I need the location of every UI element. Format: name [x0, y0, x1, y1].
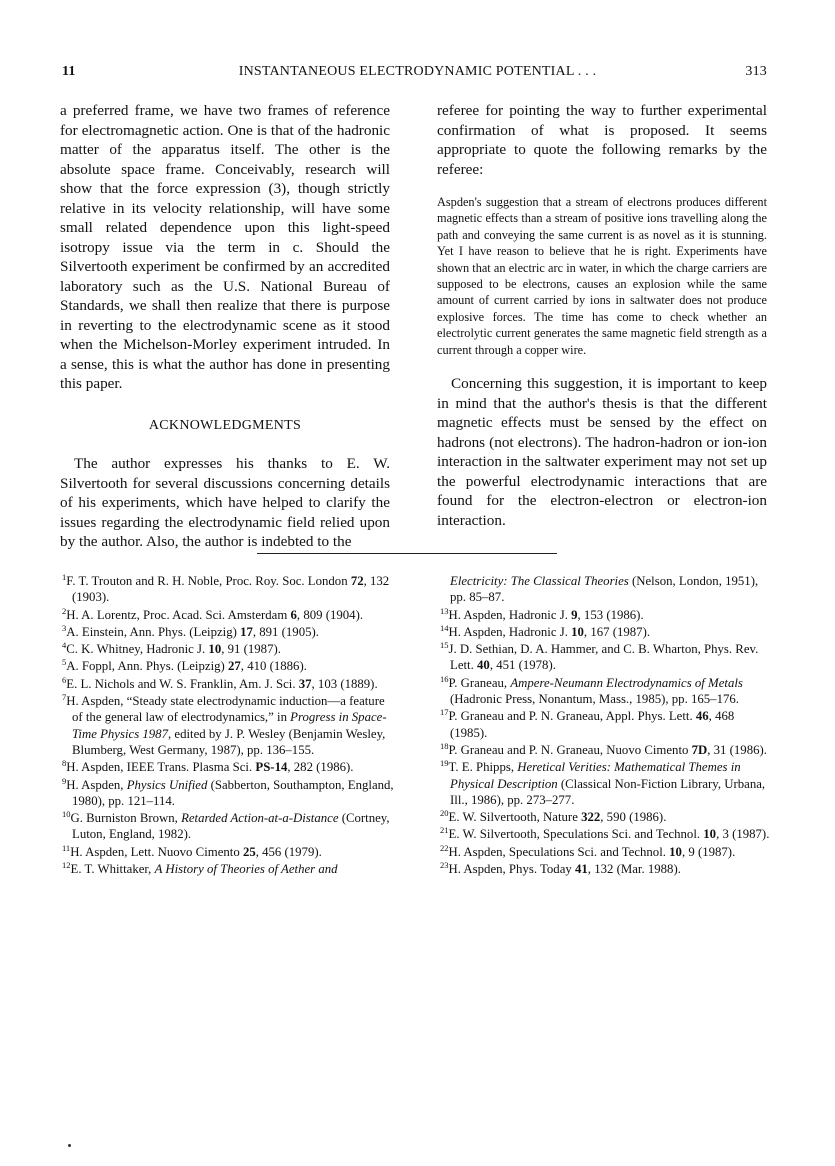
reference-item	[62, 676, 396, 692]
reference-text: (Cortney, Luton, England, 1982).	[72, 811, 390, 842]
reference-number: 23	[440, 860, 449, 871]
reference-number: 21	[440, 825, 449, 836]
left-text-column	[60, 101, 390, 552]
journal-volume-number: 11	[62, 64, 76, 79]
reference-text: , edited by J. P. Wesley (Benjamin Wesley, Blumberg, West Germany, 1987), pp. 136–155.	[72, 726, 386, 757]
reference-text: , 410 (1886).	[240, 659, 307, 674]
reference-text: T. E. Phipps,	[448, 760, 518, 775]
reference-text: H. A. Lorentz, Proc. Acad. Sci. Amsterdam	[66, 607, 291, 622]
reference-text: , 590 (1986).	[600, 810, 667, 825]
reference-text: 46	[695, 709, 709, 724]
reference-number: 5	[62, 657, 67, 668]
discussion-paragraph: Concerning this suggestion, it is important to keep in mind that the author's thesis is that the different magnetic effects must be sensed by the effect on hadrons (not electrons). The hadron-hadron or ion-ion interaction in the saltwater experiment may not set up the powerful electrodynamic interactions that are found for the electron-electron or electron-ion interaction.	[437, 375, 767, 529]
reference-text: (Sabberton, Southampton, England, 1980), pp. 121–114.	[72, 777, 394, 808]
reference-text: , 891 (1905).	[252, 624, 319, 639]
reference-text: 37	[298, 676, 312, 691]
reference-text: , 468 (1985).	[450, 709, 735, 740]
reference-item	[62, 810, 396, 843]
acknowledgments-paragraph: The author expresses his thanks to E. W. Silvertooth for several discussions concerning details of his experiments, which have helped to clarify the issues regarding the electrodynamic field relied upon by the author. Also, the author is indebted to the	[60, 455, 390, 550]
reference-number: 4	[62, 640, 67, 651]
reference-item	[62, 658, 396, 674]
acknowledgments-heading: ACKNOWLEDGMENTS	[148, 417, 302, 433]
reference-number: 6	[62, 674, 67, 685]
reference-text: , 9 (1987).	[681, 844, 736, 859]
reference-text: 10	[571, 624, 584, 639]
reference-text: C. K. Whitney, Hadronic J.	[66, 642, 209, 657]
reference-number: 10	[62, 809, 71, 820]
reference-text: , 91 (1987).	[221, 642, 281, 657]
reference-text: (Classical Non-Fiction Library, Urbana, Ill., 1986), pp. 273–277.	[450, 776, 766, 807]
reference-text: H. Aspden, IEEE Trans. Plasma Sci.	[66, 760, 256, 775]
reference-text: Physics Unified	[126, 777, 208, 792]
reference-text: H. Aspden, Phys. Today	[448, 862, 575, 877]
reference-item	[62, 777, 396, 810]
reference-text: 10	[669, 844, 682, 859]
reference-number: 18	[440, 740, 449, 751]
reference-item	[62, 693, 396, 758]
footnote-divider	[257, 553, 557, 554]
reference-text: , 31 (1986).	[707, 742, 767, 757]
reference-text: 41	[575, 862, 588, 877]
reference-text: , 103 (1889).	[311, 676, 378, 691]
reference-item	[62, 607, 396, 623]
reference-text: P. Graneau and P. N. Graneau, Appl. Phys. Lett.	[448, 709, 696, 724]
reference-text: G. Burniston Brown,	[70, 811, 182, 826]
reference-text: Electricity: The Classical Theories	[450, 574, 629, 588]
scan-speck	[68, 1144, 71, 1147]
reference-item	[440, 675, 774, 708]
reference-item	[440, 641, 774, 674]
reference-text: 9	[571, 607, 578, 622]
reference-text: (Hadronic Press, Nonantum, Mass., 1985), pp. 165–176.	[450, 692, 739, 707]
reference-text: Progress in Space-Time Physics 1987	[72, 710, 387, 741]
reference-text: A History of Theories of Aether and	[154, 862, 338, 877]
reference-item	[440, 742, 774, 758]
acknowledgments-continuation: referee for pointing the way to further experimental confirmation of what is proposed. It seems appropriate to quote the following remarks by the referee:	[437, 102, 767, 178]
reference-text: 17	[240, 624, 253, 639]
reference-text: , 282 (1986).	[287, 760, 354, 775]
reference-text: 322	[581, 810, 601, 825]
reference-text: E. W. Silvertooth, Speculations Sci. and Technol.	[448, 827, 704, 842]
reference-text: A. Foppl, Ann. Phys. (Leipzig)	[66, 659, 228, 674]
reference-text: , 456 (1979).	[255, 844, 322, 859]
referee-quote: Aspden's suggestion that a stream of electrons produces different magnetic effects than a stream of positive ions travelling along the path and conveying the same current is as novel as it is stunning. Yet I have reason to believe that he is right. Experiments have shown that an electric arc in water, in which the charge carriers are supposed to be electrons, causes an explosion while the same amount of current carried by ions in saltwater does not produce explosive forces. The time has come to check whether an electrolytic current generates the same magnetic field strength as a current through a copper wire.	[437, 195, 767, 357]
reference-number: 22	[440, 842, 449, 853]
reference-text: F. T. Trouton and R. H. Noble, Proc. Roy. Soc. London	[66, 574, 351, 588]
reference-text: H. Aspden, Lett. Nuovo Cimento	[70, 844, 243, 859]
running-title: INSTANTANEOUS ELECTRODYNAMIC POTENTIAL . . .	[238, 64, 597, 79]
reference-item	[62, 573, 396, 606]
reference-text: , 132 (Mar. 1988).	[587, 862, 681, 877]
reference-item	[440, 624, 774, 640]
reference-text: 6	[290, 607, 297, 622]
reference-number: 15	[440, 640, 449, 651]
reference-text: P. Graneau,	[448, 675, 511, 690]
reference-text: , 167 (1987).	[583, 624, 651, 639]
reference-text: Retarded Action-at-a-Distance	[181, 811, 339, 826]
reference-number: 13	[440, 605, 449, 616]
references-left-column	[62, 573, 396, 878]
reference-text: 72	[350, 574, 364, 588]
reference-number: 16	[440, 673, 449, 684]
reference-item	[440, 844, 774, 860]
reference-number: 19	[440, 758, 449, 769]
page-number: 313	[745, 64, 767, 79]
reference-text: 25	[242, 844, 256, 859]
reference-text: , 3 (1987).	[716, 827, 770, 842]
reference-text: PS-14	[255, 760, 288, 775]
reference-item	[440, 607, 774, 623]
reference-text: H. Aspden,	[66, 777, 127, 792]
reference-text: E. T. Whittaker,	[70, 862, 155, 877]
reference-text: 10	[703, 827, 717, 842]
reference-text: H. Aspden, Hadronic J.	[448, 624, 572, 639]
reference-item	[62, 861, 396, 877]
reference-number: 11	[62, 842, 71, 853]
reference-number: 17	[440, 707, 449, 718]
reference-number: 2	[62, 605, 67, 616]
reference-text: , 451 (1978).	[489, 658, 556, 673]
reference-item	[62, 641, 396, 657]
reference-item	[440, 826, 774, 842]
reference-item	[440, 708, 774, 741]
reference-item	[440, 573, 774, 606]
reference-number: 1	[62, 572, 67, 582]
reference-text: J. D. Sethian, D. A. Hammer, and C. B. Wharton, Phys. Rev. Lett.	[448, 642, 759, 673]
reference-text: P. Graneau and P. N. Graneau, Nuovo Cimento	[448, 742, 692, 757]
reference-text: Ampere-Neumann Electrodynamics of Metals	[510, 675, 743, 690]
right-text-column	[437, 101, 767, 530]
reference-item	[440, 759, 774, 808]
reference-number: 12	[62, 860, 71, 871]
reference-item	[440, 809, 774, 825]
reference-number: 9	[62, 775, 67, 786]
reference-text: 40	[477, 658, 490, 673]
reference-number: 20	[440, 808, 449, 819]
reference-text: , 809 (1904).	[296, 607, 364, 622]
reference-text: E. L. Nichols and W. S. Franklin, Am. J. Sci.	[66, 676, 299, 691]
reference-item	[62, 759, 396, 775]
reference-text: , 153 (1986).	[577, 607, 644, 622]
reference-text: H. Aspden, “Steady state electrodynamic induction—a feature of the general law of electrodynamics,” in	[66, 694, 385, 725]
reference-text: 27	[228, 659, 241, 674]
reference-text: Heretical Verities: Mathematical Themes in Physical Description	[450, 760, 741, 791]
reference-text: (Nelson, London, 1951), pp. 85–87.	[450, 574, 759, 605]
reference-text: H. Aspden, Hadronic J.	[448, 607, 572, 622]
reference-text: 10	[208, 642, 222, 657]
reference-text: H. Aspden, Speculations Sci. and Technol.	[448, 844, 670, 859]
reference-text: A. Einstein, Ann. Phys. (Leipzig)	[66, 624, 241, 639]
references-right-column	[440, 573, 774, 878]
reference-number: 3	[62, 622, 67, 633]
reference-number: 7	[62, 692, 67, 703]
reference-item	[440, 861, 774, 877]
reference-item	[62, 844, 396, 860]
reference-text: E. W. Silvertooth, Nature	[448, 810, 582, 825]
reference-text: , 132 (1903).	[72, 574, 390, 605]
reference-number: 14	[440, 622, 449, 633]
reference-number: 8	[62, 758, 67, 769]
reference-item	[62, 624, 396, 640]
closing-paragraph: a preferred frame, we have two frames of reference for electromagnetic action. One is that of the hadronic matter of the apparatus itself. The other is the absolute space frame. Conceivably, research will show that the force expression (3), though strictly relative in its velocity relationship, will have some small related dependence upon this light-speed isotropy issue via the term in c. Should the Silvertooth experiment be confirmed by an accredited laboratory such as the U.S. National Bureau of Standards, we shall then realize that there is purpose in reverting to the electrodynamic scene as it stood when the Michelson-Morley experiment intruded. In a sense, this is what the author has done in presenting this paper.	[60, 102, 390, 392]
reference-text: 7D	[691, 742, 708, 757]
